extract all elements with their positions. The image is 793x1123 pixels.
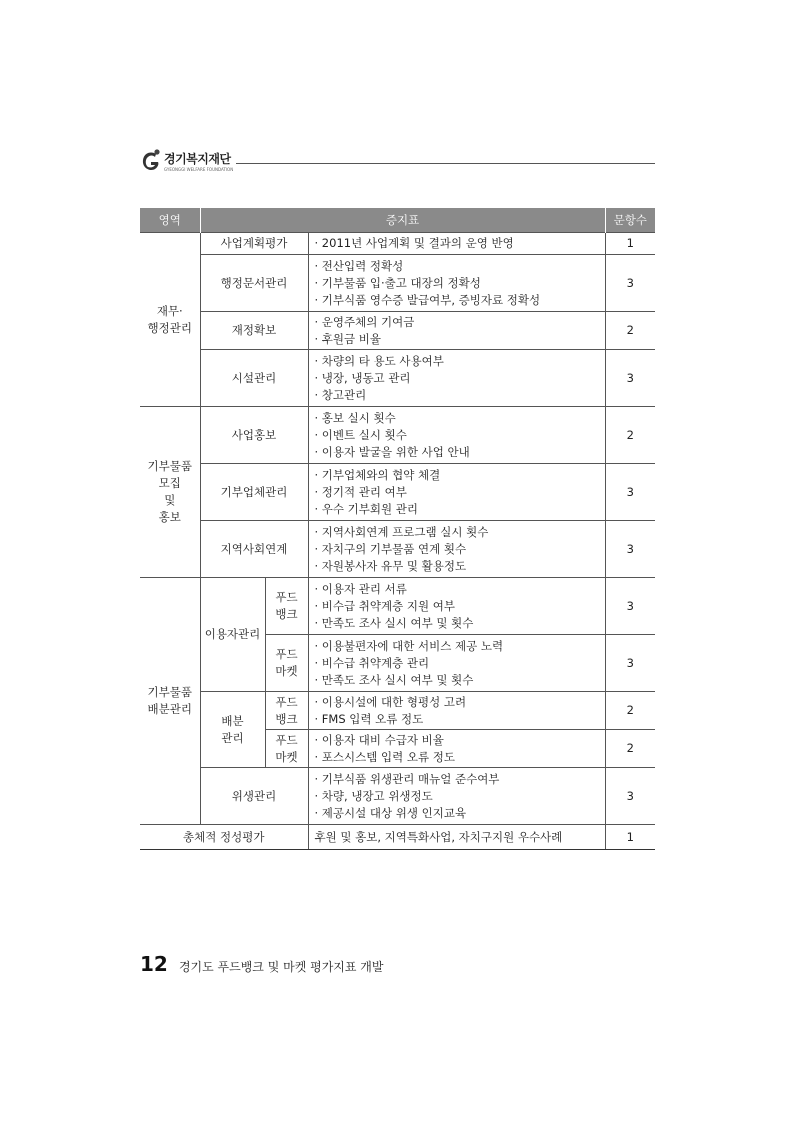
item-count-cell: 3 — [605, 255, 655, 312]
detail-item: · 만족도 조사 실시 여부 및 횟수 — [314, 672, 474, 687]
item-count-cell: 3 — [605, 350, 655, 407]
detail-items-cell — [308, 635, 605, 692]
foundation-logo-icon — [140, 148, 162, 174]
detail-item: · 냉장, 냉동고 관리 — [314, 370, 411, 385]
detail-item: · 운영주체의 기여금 — [314, 314, 415, 329]
detail-item: · 제공시설 대상 위생 인지교육 — [314, 805, 467, 820]
item-count-cell: 1 — [605, 233, 655, 255]
table-row — [140, 350, 655, 407]
area-cell: 기부물품 모집 및 홍보 — [140, 407, 200, 578]
header-rule — [236, 163, 655, 164]
detail-item: · 전산입력 정확성 — [314, 258, 404, 273]
detail-item: · 기부식품 영수증 발급여부, 증빙자료 정확성 — [314, 292, 541, 307]
footer-title: 경기도 푸드뱅크 및 마켓 평가지표 개발 — [178, 960, 384, 974]
sub-indicator-cell: 행정문서관리 — [200, 255, 308, 312]
detail-items-cell — [308, 692, 605, 730]
running-header — [140, 146, 655, 176]
sub-indicator-cell: 이용자관리 — [200, 578, 265, 692]
program-type-cell: 푸드 마켓 — [265, 730, 308, 768]
item-count-cell: 2 — [605, 407, 655, 464]
detail-item: · 우수 기부회원 관리 — [314, 501, 418, 516]
detail-items-cell — [308, 521, 605, 578]
program-type-cell: 푸드 뱅크 — [265, 578, 308, 635]
indicator-table — [140, 208, 655, 850]
table-row — [140, 233, 655, 255]
program-type-cell: 푸드 뱅크 — [265, 692, 308, 730]
detail-item: · 이용시설에 대한 형평성 고려 — [314, 694, 467, 709]
item-count-cell: 2 — [605, 730, 655, 768]
item-count-cell: 2 — [605, 312, 655, 350]
detail-items-cell — [308, 350, 605, 407]
total-label-cell: 총체적 정성평가 — [140, 825, 308, 850]
detail-item: · 비수급 취약계층 지원 여부 — [314, 598, 455, 613]
sub-indicator-cell: 배분 관리 — [200, 692, 265, 768]
org-subtitle: GYEONGGI WELFARE FOUNDATION — [164, 167, 234, 172]
item-count-cell: 3 — [605, 768, 655, 825]
item-count-cell: 3 — [605, 521, 655, 578]
table-row — [140, 464, 655, 521]
detail-item: · 자치구의 기부물품 연계 횟수 — [314, 541, 467, 556]
table-row — [140, 768, 655, 825]
sub-indicator-cell: 기부업체관리 — [200, 464, 308, 521]
total-items-cell: 후원 및 홍보, 지역특화사업, 자치구지원 우수사례 — [308, 825, 605, 850]
sub-indicator-cell: 지역사회연계 — [200, 521, 308, 578]
table-header-row — [140, 208, 655, 233]
table-row — [140, 692, 655, 730]
detail-item: · 자원봉사자 유무 및 활용정도 — [314, 558, 467, 573]
detail-item: · FMS 입력 오류 정도 — [314, 711, 424, 726]
table-row — [140, 407, 655, 464]
detail-items-cell — [308, 768, 605, 825]
program-type-cell: 푸드 마켓 — [265, 635, 308, 692]
detail-item: · 지역사회연계 프로그램 실시 횟수 — [314, 524, 489, 539]
sub-indicator-cell: 재정확보 — [200, 312, 308, 350]
detail-items-cell — [308, 578, 605, 635]
detail-item: · 포스시스템 입력 오류 정도 — [314, 749, 455, 764]
area-cell: 재무· 행정관리 — [140, 233, 200, 407]
sub-indicator-cell: 사업홍보 — [200, 407, 308, 464]
item-count-cell: 3 — [605, 578, 655, 635]
sub-indicator-cell: 위생관리 — [200, 768, 308, 825]
item-count-cell: 2 — [605, 692, 655, 730]
detail-item: · 홍보 실시 횟수 — [314, 410, 396, 425]
detail-item: · 이용자 발굴을 위한 사업 안내 — [314, 444, 470, 459]
detail-item: · 기부물품 입·출고 대장의 정확성 — [314, 275, 481, 290]
detail-item: · 2011년 사업계획 및 결과의 운영 반영 — [314, 236, 514, 250]
detail-items-cell — [308, 464, 605, 521]
detail-items-cell — [308, 312, 605, 350]
detail-item: · 차량의 타 용도 사용여부 — [314, 353, 444, 368]
detail-item: · 차량, 냉장고 위생정도 — [314, 788, 433, 803]
page-footer — [140, 952, 383, 976]
detail-items-cell — [308, 730, 605, 768]
detail-item: · 후원금 비율 — [314, 331, 382, 346]
total-row — [140, 825, 655, 850]
column-header-count: 문항수 — [605, 208, 655, 233]
org-name: 경기복지재단 — [164, 152, 231, 166]
detail-items-cell — [308, 407, 605, 464]
detail-item: · 기부식품 위생관리 매뉴얼 준수여부 — [314, 771, 500, 786]
detail-items-cell — [308, 233, 605, 255]
page-number: 12 — [140, 952, 168, 976]
detail-item: · 기부업체와의 협약 체결 — [314, 467, 441, 482]
detail-item: · 정기적 관리 여부 — [314, 484, 407, 499]
detail-item: · 이용자 대비 수급자 비율 — [314, 732, 444, 747]
total-count-cell: 1 — [605, 825, 655, 850]
detail-item: · 이용자 관리 서류 — [314, 581, 407, 596]
detail-item: · 창고관리 — [314, 387, 367, 402]
column-header-indicator: 증지표 — [200, 208, 605, 233]
table-row — [140, 312, 655, 350]
column-header-area: 영역 — [140, 208, 200, 233]
detail-items-cell — [308, 255, 605, 312]
table-row — [140, 578, 655, 635]
sub-indicator-cell: 시설관리 — [200, 350, 308, 407]
table-row — [140, 255, 655, 312]
detail-item: · 이용불편자에 대한 서비스 제공 노력 — [314, 638, 504, 653]
area-cell: 기부물품 배분관리 — [140, 578, 200, 825]
table-row — [140, 521, 655, 578]
sub-indicator-cell: 사업계획평가 — [200, 233, 308, 255]
detail-item: · 만족도 조사 실시 여부 및 횟수 — [314, 615, 474, 630]
detail-item: · 이벤트 실시 횟수 — [314, 427, 407, 442]
table-body — [140, 233, 655, 850]
item-count-cell: 3 — [605, 635, 655, 692]
item-count-cell: 3 — [605, 464, 655, 521]
detail-item: · 비수급 취약계층 관리 — [314, 655, 430, 670]
